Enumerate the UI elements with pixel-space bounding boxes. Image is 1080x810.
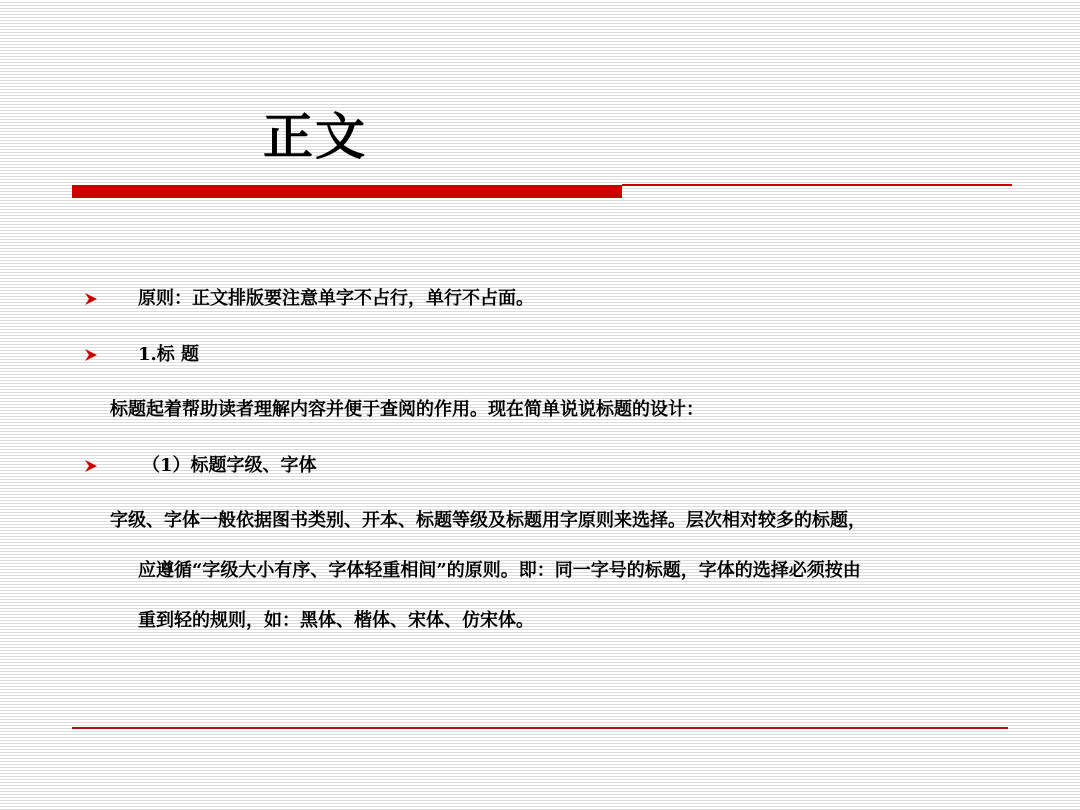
heading-description: 标题起着帮助读者理解内容并便于查阅的作用。现在简单说说标题的设计： bbox=[110, 399, 704, 420]
font-description-line-2: 应遵循“字级大小有序、字体轻重相间”的原则。即：同一字号的标题，字体的选择必须按由 bbox=[138, 560, 861, 581]
bullet-item-font-size bbox=[84, 452, 317, 480]
bullet-text: （1）标题字级、字体 bbox=[142, 455, 317, 476]
bullet-item-heading bbox=[84, 341, 199, 369]
arrow-bullet-icon bbox=[84, 292, 98, 306]
bullet-text: 原则：正文排版要注意单字不占行，单行不占面。 bbox=[138, 288, 534, 309]
arrow-bullet-icon bbox=[84, 459, 98, 473]
slide-title: 正文 bbox=[263, 107, 367, 166]
bullet-text: 1.标 题 bbox=[138, 344, 200, 365]
title-underline-thick bbox=[72, 185, 622, 198]
footer-divider bbox=[72, 727, 1008, 729]
title-underline-thin bbox=[622, 184, 1012, 186]
bullet-item-principle bbox=[84, 285, 534, 313]
font-description-line-3: 重到轻的规则，如：黑体、楷体、宋体、仿宋体。 bbox=[138, 610, 534, 631]
font-description-line-1: 字级、字体一般依据图书类别、开本、标题等级及标题用字原则来选择。层次相对较多的标题， bbox=[110, 510, 866, 531]
arrow-bullet-icon bbox=[84, 348, 98, 362]
